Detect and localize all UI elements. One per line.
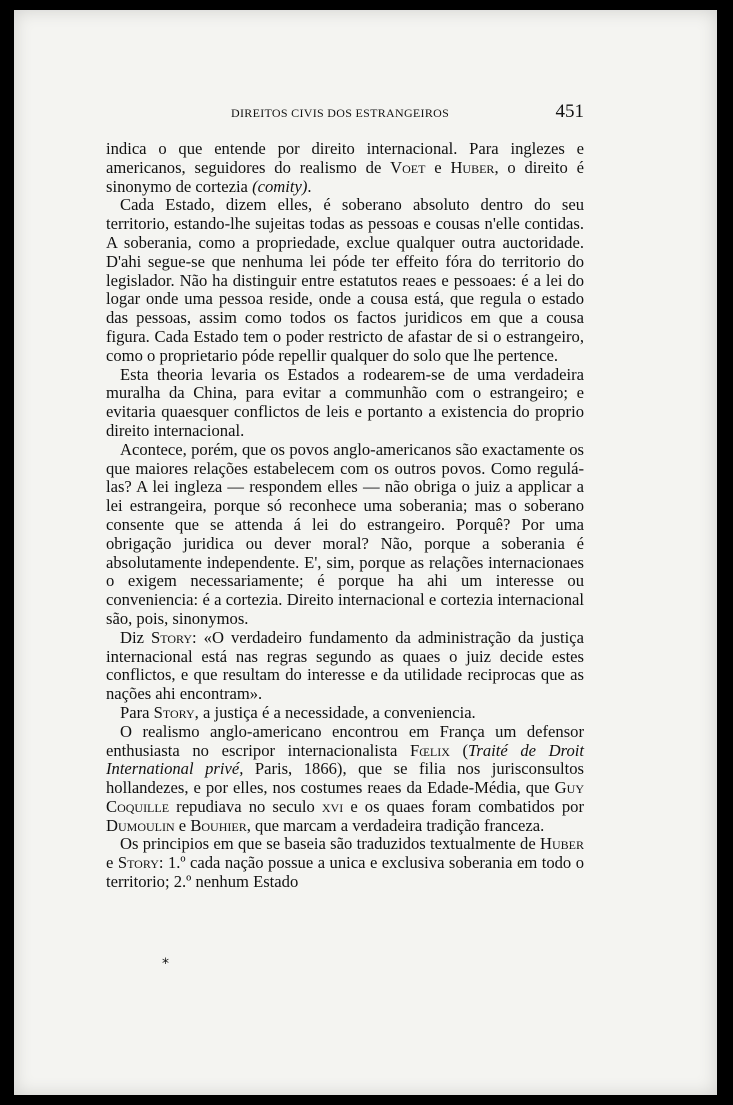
signature-mark: * — [162, 956, 169, 972]
text-segment: Bouhier — [190, 815, 247, 835]
text-segment: Os principios em que se baseia são traduzidos textualmente de — [120, 834, 540, 854]
running-title: DIREITOS CIVIS DOS ESTRANGEIROS — [231, 106, 450, 120]
text-segment: : 1.º cada nação possue a unica e exclusiva soberania em todo o territorio; 2.º nenhum Estado — [106, 853, 584, 892]
text-segment: , o direito é sinonymo de cortezia — [106, 157, 584, 196]
text-segment: . — [307, 176, 312, 196]
text-segment: Traité de Droit International privé, — [106, 740, 584, 779]
paragraph — [106, 629, 584, 704]
text-segment: Paris, 1866), que se filia nos jurisconsultos hollandezes, e por elles, nos costumes reaes da Edade-Média, que — [106, 759, 584, 798]
running-head — [106, 101, 584, 128]
text-segment: e — [425, 157, 451, 177]
text-segment: O realismo anglo-americano encontrou em França um defensor enthusiasta no escripor internacionalista — [106, 721, 584, 760]
text-segment: , a justiça é a necessidade, a conveniencia. — [194, 702, 476, 722]
text-segment: Diz — [120, 627, 151, 647]
paragraph — [106, 835, 584, 891]
page-number: 451 — [555, 101, 584, 122]
paragraph — [106, 196, 584, 365]
text-segment: , que marcam a verdadeira tradição franceza. — [246, 815, 545, 835]
text-segment: e — [174, 815, 191, 835]
text-segment: Esta theoria levaria os Estados a rodearem-se de uma verdadeira muralha da China, para evitar a communhão com o estrangeiro; e evitaria quaesquer conflictos de leis e portanto a existencia do proprio direito internacional. — [106, 364, 584, 440]
text-segment: Acontece, porém, que os povos anglo-americanos são exactamente os que maiores relações estabelecem com os outros povos. Como regulá-las? A lei ingleza — respondem elles — não obriga o juiz a applicar a lei estrangeira, porque só reconhece uma soberania; mas o soberano consente que se attenda á lei do estrangeiro. Porquê? Por uma obrigação juridica ou dever moral? Não, porque a soberania é absolutamente independente. E', sim, porque as relações internacionaes o exigem necessariamente; é porque ha ahi um interesse ou conveniencia: é a cortezia. Direito internacional e cortezia internacional são, pois, sinonymos. — [106, 439, 584, 628]
text-segment: Cada Estado, dizem elles, é soberano absoluto dentro do seu territorio, estando-lhe sujeitas todas as pessoas e cousas n'elle contidas. A soberania, como a propriedade, exclue qualquer outra auctoridade. D'ahi segue-se que nenhuma lei póde ter effeito fóra do territorio do legislador. Não ha distinguir entre estatutos reaes e pessoaes: é a lei do logar onde uma pessoa reside, onde a cousa está, que regula o estado das pessoas, assim como todos os factos juridicos em que a cousa figura. Cada Estado tem o poder restricto de afastar de si o estrangeiro, como o proprietario póde repellir qualquer do solo que lhe pertence. — [106, 195, 584, 365]
book-page — [14, 10, 717, 1095]
text-segment: Huber — [450, 157, 495, 177]
text-segment: repudiava no seculo — [169, 796, 322, 816]
text-segment: Para — [120, 702, 154, 722]
paragraph — [106, 704, 584, 723]
text-segment: Story — [117, 853, 159, 873]
text-segment: e — [106, 853, 118, 873]
text-segment: indica o que entende por direito internacional. Para inglezes e americanos, seguidores do realismo de — [106, 139, 584, 177]
text-segment: Huber — [540, 834, 584, 854]
body-text — [106, 140, 584, 892]
text-segment: Guy Coquille — [106, 778, 584, 816]
paragraph — [106, 441, 584, 629]
text-segment: xvi — [321, 796, 344, 816]
text-segment: Dumoulin — [106, 815, 175, 835]
text-segment: Voet — [390, 157, 426, 177]
text-segment: ( — [449, 740, 469, 760]
text-segment: Story — [153, 702, 195, 722]
text-segment: Story — [150, 627, 193, 647]
text-segment: Fœlix — [409, 740, 450, 760]
paragraph — [106, 366, 584, 441]
paragraph — [106, 140, 584, 196]
text-segment: e os quaes foram combatidos por — [343, 796, 584, 816]
text-segment: : «O verdadeiro fundamento da administração da justiça internacional está nas regras segundo as quaes o juiz decide estes conflictos, e que resultam do interesse e da utilidade reciprocas que as nações ahi encontram». — [106, 627, 584, 704]
text-segment: (comity) — [252, 176, 308, 196]
paragraph — [106, 723, 584, 836]
